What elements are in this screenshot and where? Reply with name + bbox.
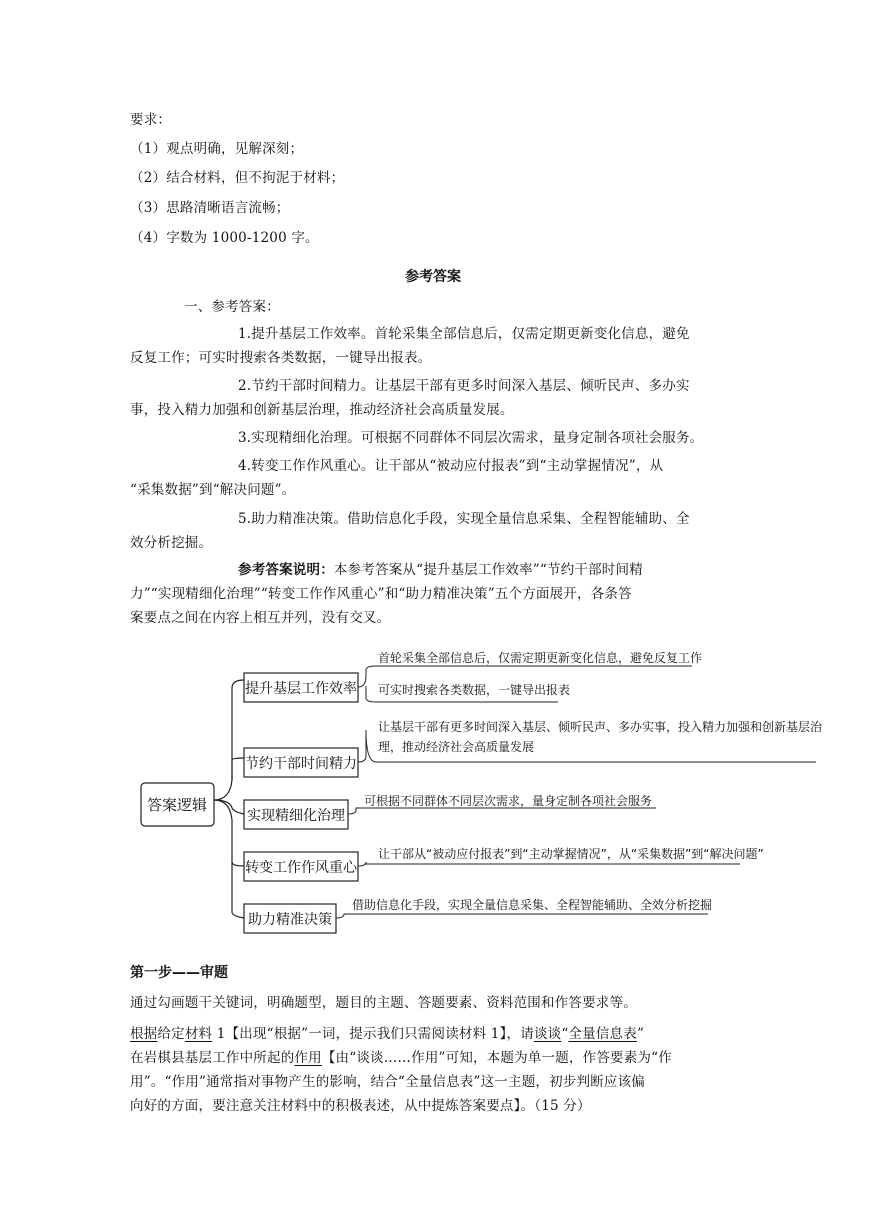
connector-branch-4: [214, 800, 244, 866]
branch-1-label: 提升基层工作效率: [245, 681, 357, 697]
branch-3-label: 实现精细化治理: [247, 808, 345, 824]
answer-point-3-line-1: 3.实现精细化治理。可根据不同群体不同层次需求，量身定制各项社会服务。: [238, 430, 704, 446]
answer-note-line-1: [238, 558, 643, 578]
branch-2-detail-2: 理，推动经济社会高质量发展: [378, 740, 535, 754]
step1-question-line-3: 用”。“作用”通常指对事物产生的影响，结合“全量信息表”这一主题，初步判断应该偏: [130, 1074, 646, 1090]
answer-note-text-1: 本参考答案从“提升基层工作效率”“节约干部时间精: [333, 562, 643, 578]
answer-point-5-line-2: 效分析挖掘。: [130, 535, 213, 551]
branch-4-detail-line: [358, 862, 740, 866]
requirement-item-4: （4）字数为 1000-1200 字。: [130, 230, 319, 246]
step1-intro: 通过勾画题干关键词，明确题型，题目的主题、答题要素、资料范围和作答要求等。: [130, 995, 637, 1011]
branch-1-detail-2: 可实时搜索各类数据，一键导出报表: [378, 683, 571, 697]
text-annotation-2: 【由“谈谈……作用”可知，本题为单一题，作答要素为“作: [321, 1050, 672, 1066]
connector-branch-3: [214, 800, 244, 814]
connector-branch-5: [232, 862, 244, 918]
answer-point-2-line-2: 事，投入精力加强和创新基层治理，推动经济社会高质量发展。: [130, 402, 514, 418]
text-yan-qi-xian: 在岩棋县基层工作中所起的: [130, 1050, 295, 1066]
keyword-tan-tan: 谈谈: [533, 1026, 562, 1042]
text-annotation-1: 1【出现“根据”一词，提示我们只需阅读材料 1】，请: [212, 1026, 534, 1042]
branch-5-detail-1: 借助信息化手段，实现全量信息采集、全程智能辅助、全效分析挖掘: [352, 898, 713, 912]
requirement-item-3: （3）思路清晰语言流畅；: [130, 200, 290, 216]
answer-point-2-line-1: 2.节约干部时间精力。让基层干部有更多时间深入基层、倾听民声、多办实: [238, 378, 690, 394]
answer-note-label: 参考答案说明：: [238, 562, 334, 578]
answer-heading: 参考答案: [405, 269, 461, 285]
requirement-item-1: （1）观点明确，见解深刻；: [130, 141, 304, 157]
branch-4-label: 转变工作作风重心: [245, 860, 357, 876]
branch-2-label: 节约干部时间精力: [245, 756, 357, 772]
answer-point-4-line-1: 4.转变工作作风重心。让干部从“被动应付报表”到“主动掌握情况”，从: [238, 458, 664, 474]
branch-4-detail-1: 让干部从“被动应付报表”到“主动掌握情况”，从“采集数据”到“解决问题”: [378, 847, 764, 861]
answer-note-line-2: 力”“实现精细化治理”“转变工作作风重心”和“助力精准决策”五个方面展开，各条答: [130, 586, 632, 602]
keyword-cai-liao: 材料: [184, 1026, 213, 1042]
answer-point-4-line-2: “采集数据”到“解决问题”。: [130, 482, 296, 498]
mindmap-root: 答案逻辑: [146, 796, 208, 814]
requirements-label: 要求：: [130, 112, 172, 128]
requirement-item-2: （2）结合材料，但不拘泥于材料；: [130, 170, 345, 186]
step1-question-line-2: [130, 1046, 672, 1066]
connector-branch-1: [214, 680, 244, 800]
branch-5-detail-line: [336, 914, 708, 918]
answer-note-line-3: 案要点之间在内容上相互并列，没有交叉。: [130, 610, 391, 626]
connector-branch-2: [232, 758, 244, 780]
step1-question-line-4: 向好的方面，要注意关注材料中的积极表述，从中提炼答案要点】。（15 分）: [130, 1098, 591, 1114]
branch-2-detail-1: 让基层干部有更多时间深入基层、倾听民声、多办实事，投入精力加强和创新基层治: [378, 720, 823, 734]
keyword-gen-ju: 根据: [130, 1026, 158, 1042]
keyword-zuo-yong: 作用: [294, 1050, 322, 1066]
branch-5-label: 助力精准决策: [248, 912, 332, 928]
answer-logic-mindmap: [130, 640, 830, 940]
text-gei-ding: 给定: [157, 1026, 185, 1042]
branch-3-detail-line: [348, 808, 656, 814]
answer-sub-heading: 一、参考答案：: [184, 299, 280, 315]
branch-1-detail-1: 首轮采集全部信息后，仅需定期更新变化信息，避免反复工作: [378, 651, 703, 665]
answer-point-1-line-2: 反复工作；可实时搜索各类数据，一键导出报表。: [130, 350, 432, 366]
text-quote-open: “: [561, 1026, 569, 1042]
step1-heading: 第一步——审题: [130, 965, 228, 981]
answer-point-5-line-1: 5.助力精准决策。借助信息化手段，实现全量信息采集、全程智能辅助、全: [238, 511, 690, 527]
step1-question-line-1: [130, 1022, 644, 1042]
keyword-quan-liang-xin-xi-biao: 全量信息表: [568, 1026, 637, 1042]
answer-point-1-line-1: 1.提升基层工作效率。首轮采集全部信息后，仅需定期更新变化信息，避免: [238, 326, 690, 342]
branch-3-detail-1: 可根据不同群体不同层次需求，量身定制各项社会服务: [364, 794, 653, 808]
text-quote-close: ”: [636, 1026, 645, 1042]
